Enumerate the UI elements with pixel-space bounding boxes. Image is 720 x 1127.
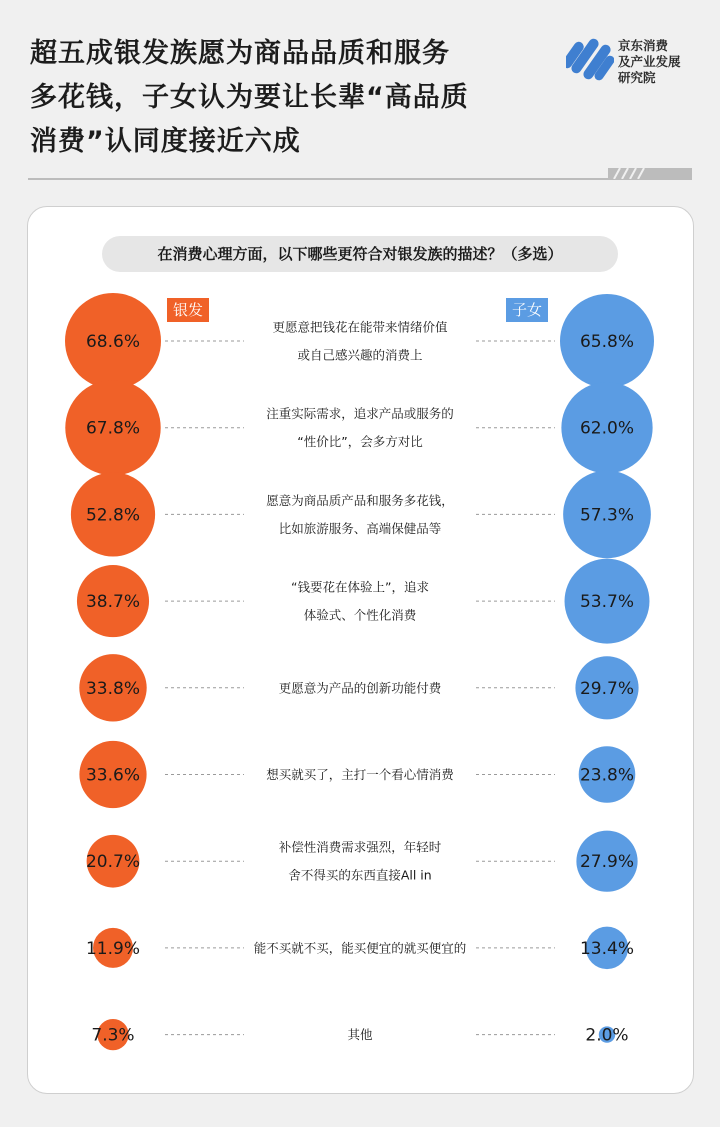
value-label-silver: 67.8% [85,418,141,439]
category-label: 想买就买了，主打一个看心情消费 [266,767,454,782]
category-label: 更愿意为产品的创新功能付费 [278,680,442,696]
value-label-children: 65.8% [579,332,635,352]
category-label: 比如旅游服务、高端保健品等 [278,520,442,536]
legend-silver: 银发 [167,298,209,322]
category-label: 能不买就不买，能买便宜的就买便宜的 [253,940,467,956]
value-label-silver: 11.9% [85,938,141,959]
value-label-children: 27.9% [579,852,635,873]
category-label: “钱要花在体验上”，追求 [291,579,429,595]
value-label-silver: 33.8% [85,678,141,699]
category-label: 体验式、个性化消费 [303,607,417,623]
category-label: 愿意为商品质产品和服务多花钱， [266,492,454,508]
value-label-silver: 52.8% [85,505,141,526]
value-label-children: 62.0% [579,418,635,439]
chart-question: 在消费心理方面，以下哪些更符合对银发族的描述？（多选） [102,236,618,272]
category-label: 补偿性消费需求强烈，年轻时 [278,839,442,855]
value-label-silver: 33.6% [85,765,141,786]
value-label-children: 53.7% [579,592,635,613]
value-label-children: 29.7% [579,678,635,699]
value-label-silver: 68.6% [85,332,141,352]
value-label-silver: 38.7% [85,592,141,613]
category-label: 舍不得买的东西直接All in [288,867,432,883]
category-label: 更愿意把钱花在能带来情绪价值 [272,319,448,335]
legend-children: 子女 [506,298,548,322]
value-label-silver: 20.7% [85,852,141,873]
category-label: 或自己感兴趣的消费上 [297,347,423,363]
category-label: “性价比”，会多方对比 [297,434,423,450]
value-label-children: 23.8% [579,765,635,786]
category-label: 其他 [347,1027,373,1043]
page-title: 超五成银发族愿为商品品质和服务 多花钱，子女认为要让长辈“高品质 消费”认同度接近六成 [30,38,469,157]
value-label-children: 13.4% [579,938,635,959]
value-label-children: 2.0% [585,1025,629,1046]
logo-text: 京东消费 及产业发展 研究院 [618,38,681,85]
value-label-silver: 7.3% [91,1025,135,1046]
category-label: 注重实际需求，追求产品或服务的 [266,406,454,422]
value-label-children: 57.3% [579,505,635,526]
